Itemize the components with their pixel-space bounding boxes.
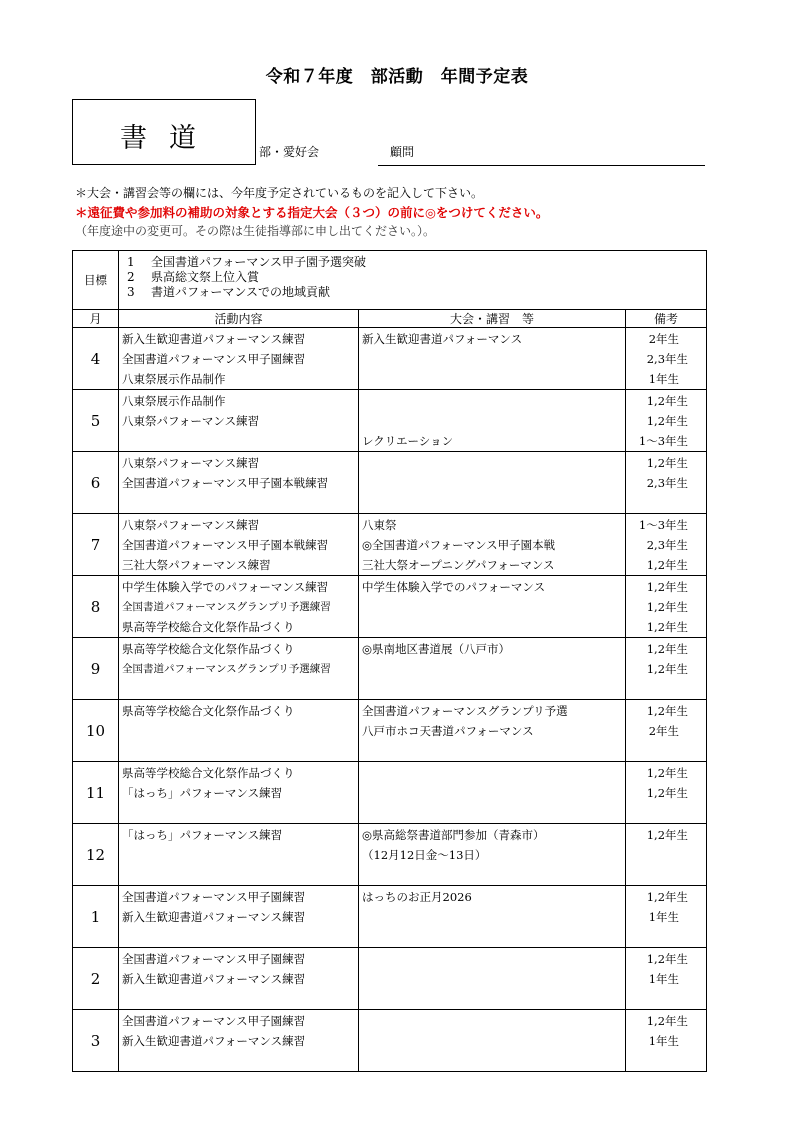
- month-cell: 2: [73, 948, 119, 1010]
- activity-cell: [119, 948, 359, 1010]
- event-line: [359, 493, 625, 513]
- event-line: ◎県高総祭書道部門参加（青森市）: [362, 828, 545, 842]
- activity-cell: [119, 1010, 359, 1072]
- month-cell: 4: [73, 328, 119, 390]
- month-row: [73, 700, 707, 762]
- remark-line: 1年生: [648, 910, 680, 924]
- remark-line: 1年生: [648, 1034, 680, 1048]
- remark-line: 1年生: [648, 372, 680, 386]
- month-cell: 10: [73, 700, 119, 762]
- activity-line: 全国書道パフォーマンス甲子園練習: [122, 352, 306, 366]
- activity-line: 新入生歓迎書道パフォーマンス練習: [122, 332, 306, 346]
- header-month: 月: [73, 310, 119, 328]
- event-line: [359, 391, 625, 411]
- remark-line: [626, 679, 706, 699]
- event-line: [359, 369, 625, 389]
- remark-cell: [626, 390, 707, 452]
- event-line: [359, 907, 625, 927]
- remark-line: [626, 865, 706, 885]
- month-cell: 11: [73, 762, 119, 824]
- activity-line: 八東祭パフォーマンス練習: [122, 518, 260, 532]
- remark-line: 1～3年生: [638, 518, 689, 532]
- event-line: ◎県南地区書道展（八戸市）: [362, 642, 511, 656]
- month-cell: 12: [73, 824, 119, 886]
- remark-line: 2年生: [648, 724, 680, 738]
- remark-line: 1,2年生: [646, 766, 689, 780]
- activity-line: 県高等学校総合文化祭作品づくり: [122, 642, 295, 656]
- event-line: 新入生歓迎書道パフォーマンス: [362, 332, 523, 346]
- event-line: [359, 597, 625, 617]
- activity-line: [119, 679, 358, 699]
- page-title: 令和７年度 部活動 年間予定表: [265, 67, 529, 87]
- remark-cell: [626, 576, 707, 638]
- goal-number: 3: [127, 285, 135, 299]
- activity-line: [119, 845, 358, 865]
- goal-text: 全国書道パフォーマンス甲子園予選突破: [151, 255, 367, 269]
- event-line: [359, 659, 625, 679]
- header-remarks: 備考: [626, 310, 707, 328]
- event-cell: [359, 700, 626, 762]
- remark-cell: [626, 514, 707, 576]
- month-row: [73, 452, 707, 514]
- remark-cell: [626, 886, 707, 948]
- remark-cell: [626, 824, 707, 886]
- event-line: [359, 865, 625, 885]
- event-line: [359, 349, 625, 369]
- goal-number: 2: [127, 270, 135, 284]
- event-line: [359, 969, 625, 989]
- activity-line: 新入生歓迎書道パフォーマンス練習: [122, 1034, 306, 1048]
- event-line: 全国書道パフォーマンスグランプリ予選: [362, 704, 568, 718]
- activity-line: 県高等学校総合文化祭作品づくり: [122, 704, 295, 718]
- activity-line: [119, 493, 358, 513]
- goals-label: 目標: [73, 251, 119, 310]
- remark-line: [626, 803, 706, 823]
- activity-line: [119, 741, 358, 761]
- event-cell: [359, 1010, 626, 1072]
- event-cell: [359, 576, 626, 638]
- activity-line: [119, 989, 358, 1009]
- activity-cell: [119, 886, 359, 948]
- remark-line: 1,2年生: [646, 828, 689, 842]
- goal-text: 県高総文祭上位入賞: [151, 270, 260, 284]
- month-cell: 1: [73, 886, 119, 948]
- remark-line: [626, 493, 706, 513]
- activity-line: 全国書道パフォーマンスグランプリ予選練習: [122, 663, 331, 675]
- activity-line: 「はっち」パフォーマンス練習: [122, 828, 283, 842]
- activity-cell: [119, 514, 359, 576]
- event-line: はっちのお正月2026: [362, 890, 472, 904]
- activity-line: 県高等学校総合文化祭作品づくり: [122, 620, 295, 634]
- activity-cell: [119, 390, 359, 452]
- remark-line: 1,2年生: [646, 620, 689, 634]
- event-line: [359, 1031, 625, 1051]
- activity-line: [119, 927, 358, 947]
- remark-cell: [626, 948, 707, 1010]
- event-line: [359, 679, 625, 699]
- club-name-box: [72, 99, 256, 165]
- instruction-note-highlight: ＊遠征費や参加料の補助の対象とする指定大会（３つ）の前に◎をつけてください。: [75, 205, 549, 220]
- event-line: [359, 1051, 625, 1071]
- header-row: [73, 310, 707, 328]
- remark-line: 1,2年生: [646, 558, 689, 572]
- month-cell: 6: [73, 452, 119, 514]
- activity-line: 全国書道パフォーマンス甲子園練習: [122, 1014, 306, 1028]
- event-cell: [359, 452, 626, 514]
- month-row: [73, 576, 707, 638]
- remark-line: 1,2年生: [646, 952, 689, 966]
- activity-line: 全国書道パフォーマンス甲子園練習: [122, 890, 306, 904]
- goal-item: [127, 255, 706, 270]
- activity-cell: [119, 824, 359, 886]
- remark-line: 1,2年生: [646, 394, 689, 408]
- remark-cell: [626, 638, 707, 700]
- month-row: [73, 948, 707, 1010]
- goal-number: 1: [127, 255, 135, 269]
- activity-cell: [119, 700, 359, 762]
- club-name: 書道: [120, 123, 218, 154]
- activity-line: 全国書道パフォーマンスグランプリ予選練習: [122, 601, 331, 613]
- month-cell: 7: [73, 514, 119, 576]
- activity-cell: [119, 328, 359, 390]
- event-line: [359, 763, 625, 783]
- event-cell: [359, 514, 626, 576]
- activity-cell: [119, 576, 359, 638]
- activity-line: [119, 803, 358, 823]
- instruction-note-sub: （年度途中の変更可。その際は生徒指導部に申し出てください。）。: [75, 224, 436, 238]
- remark-line: 2,3年生: [646, 538, 689, 552]
- remark-line: 2,3年生: [646, 352, 689, 366]
- event-cell: [359, 762, 626, 824]
- event-line: [359, 453, 625, 473]
- activity-line: 八東祭展示作品制作: [122, 394, 226, 408]
- activity-line: [119, 1051, 358, 1071]
- month-cell: 9: [73, 638, 119, 700]
- activity-line: [119, 721, 358, 741]
- activity-line: 新入生歓迎書道パフォーマンス練習: [122, 910, 306, 924]
- remark-line: 1,2年生: [646, 600, 689, 614]
- instruction-note: ＊大会・講習会等の欄には、今年度予定されているものを記入して下さい。: [75, 186, 484, 200]
- month-row: [73, 824, 707, 886]
- goal-item: [127, 270, 706, 285]
- remark-line: [626, 927, 706, 947]
- event-line: [359, 741, 625, 761]
- activity-line: 八東祭パフォーマンス練習: [122, 414, 260, 428]
- remark-line: 1,2年生: [646, 456, 689, 470]
- advisor-underline: [378, 165, 705, 166]
- remark-line: 1,2年生: [646, 1014, 689, 1028]
- event-cell: [359, 390, 626, 452]
- activity-line: 新入生歓迎書道パフォーマンス練習: [122, 972, 306, 986]
- month-row: [73, 886, 707, 948]
- event-line: [359, 617, 625, 637]
- event-line: レクリエーション: [362, 434, 454, 448]
- remark-cell: [626, 762, 707, 824]
- remark-cell: [626, 700, 707, 762]
- month-cell: 8: [73, 576, 119, 638]
- goals-row: [73, 251, 707, 310]
- remark-line: 2,3年生: [646, 476, 689, 490]
- event-line: ◎全国書道パフォーマンス甲子園本戦: [362, 538, 556, 552]
- month-cell: 3: [73, 1010, 119, 1072]
- event-line: 三社大祭オープニングパフォーマンス: [362, 558, 555, 572]
- event-line: 八戸市ホコ天書道パフォーマンス: [362, 724, 534, 738]
- event-line: [359, 1011, 625, 1031]
- goal-text: 書道パフォーマンスでの地域貢献: [151, 285, 331, 299]
- activity-cell: [119, 452, 359, 514]
- activity-line: 中学生体験入学でのパフォーマンス練習: [122, 580, 329, 594]
- event-line: （12月12日金～13日）: [362, 848, 487, 862]
- goal-item: [127, 285, 706, 300]
- activity-line: 八東祭パフォーマンス練習: [122, 456, 260, 470]
- event-cell: [359, 824, 626, 886]
- club-type-label: 部・愛好会: [259, 145, 320, 159]
- event-line: [359, 473, 625, 493]
- remark-line: 1,2年生: [646, 414, 689, 428]
- remark-line: 1,2年生: [646, 704, 689, 718]
- goals-list: [119, 251, 707, 310]
- event-cell: [359, 948, 626, 1010]
- header-events: 大会・講習 等: [359, 310, 626, 328]
- month-row: [73, 514, 707, 576]
- activity-cell: [119, 638, 359, 700]
- remark-line: 1,2年生: [646, 890, 689, 904]
- month-cell: 5: [73, 390, 119, 452]
- remark-line: [626, 989, 706, 1009]
- activity-cell: [119, 762, 359, 824]
- event-cell: [359, 638, 626, 700]
- remark-cell: [626, 328, 707, 390]
- remark-line: 1,2年生: [646, 580, 689, 594]
- activity-line: [119, 865, 358, 885]
- event-line: [359, 783, 625, 803]
- activity-line: 全国書道パフォーマンス甲子園本戦練習: [122, 538, 329, 552]
- remark-cell: [626, 1010, 707, 1072]
- event-line: [359, 989, 625, 1009]
- remark-cell: [626, 452, 707, 514]
- month-row: [73, 328, 707, 390]
- header-activity: 活動内容: [119, 310, 359, 328]
- event-line: 中学生体験入学でのパフォーマンス: [362, 580, 546, 594]
- activity-line: 三社大祭パフォーマンス練習: [122, 558, 271, 572]
- month-row: [73, 638, 707, 700]
- month-row: [73, 1010, 707, 1072]
- event-line: 八東祭: [362, 518, 397, 532]
- month-row: [73, 390, 707, 452]
- remark-line: 1～3年生: [638, 434, 689, 448]
- event-line: [359, 411, 625, 431]
- event-line: [359, 803, 625, 823]
- remark-line: 1,2年生: [646, 786, 689, 800]
- month-row: [73, 762, 707, 824]
- activity-line: 「はっち」パフォーマンス練習: [122, 786, 283, 800]
- remark-line: 1,2年生: [646, 642, 689, 656]
- advisor-label: 顧問: [390, 145, 415, 159]
- event-cell: [359, 328, 626, 390]
- event-line: [359, 949, 625, 969]
- activity-line: 全国書道パフォーマンス甲子園練習: [122, 952, 306, 966]
- remark-line: 1,2年生: [646, 662, 689, 676]
- remark-line: [626, 845, 706, 865]
- event-cell: [359, 886, 626, 948]
- remark-line: [626, 741, 706, 761]
- remark-line: 1年生: [648, 972, 680, 986]
- event-line: [359, 927, 625, 947]
- activity-line: 八東祭展示作品制作: [122, 372, 226, 386]
- activity-line: 全国書道パフォーマンス甲子園本戦練習: [122, 476, 329, 490]
- schedule-table: [72, 250, 707, 1072]
- remark-line: [626, 1051, 706, 1071]
- activity-line: [119, 431, 358, 451]
- activity-line: 県高等学校総合文化祭作品づくり: [122, 766, 295, 780]
- remark-line: 2年生: [648, 332, 680, 346]
